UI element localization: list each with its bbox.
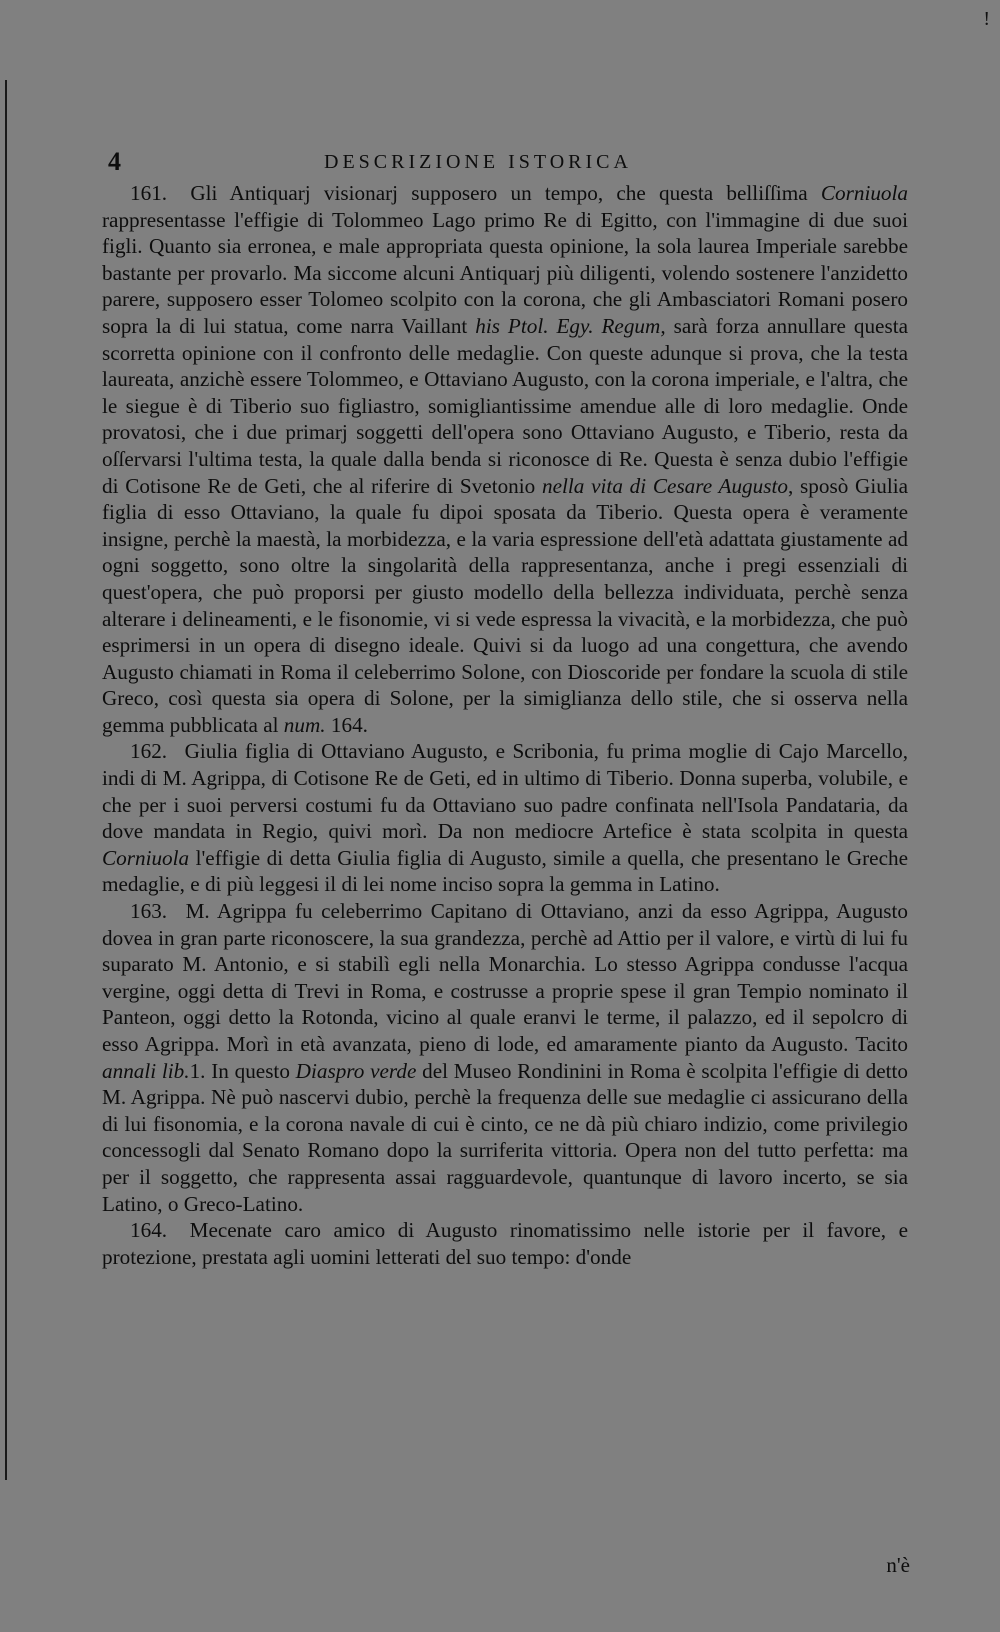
text-run-italic: Corniuola xyxy=(820,181,908,205)
body-text xyxy=(102,180,908,1270)
text-run: rappresentasse l'effigie di Tolommeo Lago primo Re di Egitto, con l'immagine di due suoi figli. Quanto sia erronea, e male appropriata questa opinione, la sola laurea Imperiale sarebbe bastante per provarlo. Ma siccome alcuni Antiquarj più diligenti, volendo sostenere l'anzidetto parere, supposero esser Tolomeo scolpito con la corona, che gli Ambasciatori Romani posero sopra la di lui statua, come narra Vaillant xyxy=(102,207,908,338)
text-run-italic: Corniuola xyxy=(102,845,190,870)
paragraph-number: 163. xyxy=(130,899,168,924)
binding-edge xyxy=(5,80,7,1480)
paragraph-164 xyxy=(102,1217,908,1270)
paragraph-number: 161. xyxy=(130,181,168,205)
catchword: n'è xyxy=(886,1553,910,1577)
paragraph-161 xyxy=(102,180,908,738)
text-run-italic: num. xyxy=(283,712,326,737)
paragraph-number: 162. xyxy=(130,739,168,764)
text-run: Giulia figlia di Ottaviano Augusto, e Scribonia, fu prima moglie di Cajo Marcello, indi di M. Agrippa, di Cotisone Re de Geti, ed in ultimo di Tiberio. Donna superba, volubile, e che per i suoi perversi costumi fu da Ottaviano suo padre confinata nell'Isola Pandataria, da dove mandata in Regio, quivi morì. Da non mediocre Artefice è stata scolpita in questa xyxy=(102,739,908,844)
text-run-italic: his Ptol. Egy. Regum, xyxy=(475,313,666,338)
text-run: 1. In questo xyxy=(189,1058,296,1083)
text-run: sarà forza annullare questa scorretta opinione con il confronto delle medaglie. Con queste adunque si prova, che la testa laureata, anzichè essere Tolommeo, e Ottaviano Augusto, con la corona imperiale, e l'altra, che le siegue è di Tiberio suo figliastro, somigliantissime amendue alle di loro medaglie. Onde provatosi, che i due primarj soggetti dell'opera sono Ottaviano Augusto, e Tiberio, resta da oſſervarsi l'ultima testa, la quale dalla benda si riconosce di Re. Questa è senza dubio l'effigie di Cotisone Re de Geti, che al riferire di Svetonio xyxy=(102,313,908,498)
page-header xyxy=(108,147,908,177)
text-run: Gli Antiquarj visionarj supposero un tempo, che questa belliſſima xyxy=(190,181,821,205)
text-run-italic: annali lib. xyxy=(102,1058,190,1083)
text-run: , sposò Giulia figlia di esso Ottaviano, la quale fu dipoi sposata da Tiberio. Questa opera è veramente insigne, perchè la maestà, la morbidezza, e la varia espressione dell'età adattata giustamente ad ogni soggetto, sono oltre la singolarità della rappresentanza, anche i pregi essenziali di quest'opera, che può proporsi per giusto modello della bellezza individuata, perchè senza alterare i delineamenti, e le fisonomie, vi si vede espressa la vivacità, e la morbidezza, che può esprimersi in un opera di disegno ideale. Quivi si da luogo ad una congettura, che avendo Augusto chiamati in Roma il celeberrimo Solone, con Dioscoride per fondare la scuola di stile Greco, così questa sia opera di Solone, per la simiglianza dello stile, che si osserva nella gemma pubblicata al xyxy=(102,473,909,737)
text-run-italic: Diaspro verde xyxy=(295,1058,417,1083)
paragraph-number: 164. xyxy=(130,1218,168,1243)
text-run-italic: nella vita di Cesare Augusto xyxy=(542,473,788,498)
text-run: l'effigie di detta Giulia figlia di Augusto, simile a quella, che presentano le Greche medaglie, e di più leggesi il di lei nome inciso sopra la gemma in Latino. xyxy=(102,845,908,897)
paragraph-163 xyxy=(102,898,908,1217)
corner-mark: ! xyxy=(983,8,990,30)
paragraph-162 xyxy=(102,738,908,898)
running-title: DESCRIZIONE ISTORICA xyxy=(324,151,632,173)
text-run: M. Agrippa fu celeberrimo Capitano di Ottaviano, anzi da esso Agrippa, Augusto dovea in gran parte riconoscere, la sua grandezza, perchè ad Attio per il valore, e virtù di lui fu suparato M. Antonio, e si stabilì egli nella Monarchia. Lo stesso Agrippa condusse l'acqua vergine, oggi detta di Trevi in Roma, e costrusse a proprie spese il gran Tempio nominato il Panteon, oggi detto la Rotonda, vicino al quale eranvi le terme, il palazzo, ed il sepolcro di esso Agrippa. Morì in età avanzata, pieno di lode, ed amaramente pianto da Augusto. Tacito xyxy=(102,899,908,1056)
text-run: del Museo Rondinini in Roma è scolpita l'effigie di detto M. Agrippa. Nè può nascervi dubio, perchè la frequenza delle sue medaglie ci assicurano della di lui fisonomia, e la corona navale di cui è cinto, ce ne dà più chiaro indizio, come privilegio concessogli dal Senato Romano dopo la surriferita vittoria. Opera non del tutto perfetta: ma per il soggetto, che rappresenta assai ragguardevole, quantunque di lavoro incerto, se sia Latino, o Greco-Latino. xyxy=(102,1058,909,1216)
text-run: Mecenate caro amico di Augusto rinomatissimo nelle istorie per il favore, e protezione, prestata agli uomini letterati del suo tempo: d'onde xyxy=(102,1218,908,1269)
text-run: 164. xyxy=(325,712,368,737)
page-number: 4 xyxy=(108,147,121,176)
